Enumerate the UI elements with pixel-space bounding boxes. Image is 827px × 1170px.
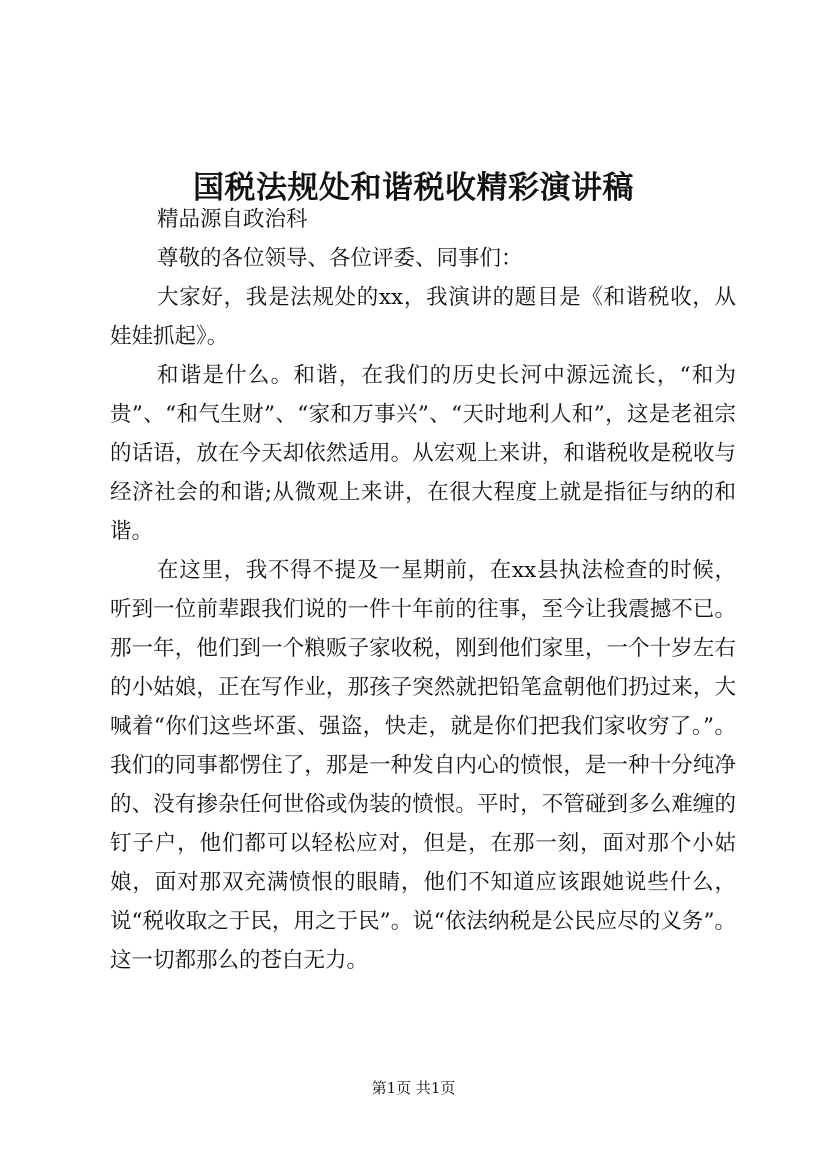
- document-title: 国税法规处和谐税收精彩演讲稿: [193, 169, 634, 206]
- paragraph-story: 在这里，我不得不提及一星期前，在xx县执法检查的时候，听到一位前辈跟我们说的一件十年前的往事，至今让我震撼不已。那一年，他们到一个粮贩子家收税，刚到他们家里，一个十岁左右的小姑娘，正在写作业，那孩子突然就把铅笔盒朝他们扔过来，大喊着“你们这些坏蛋、强盗，快走，就是你们把我们家收穷了。”。我们的同事都愣住了，那是一种发自内心的愤恨，是一种十分纯净的、没有掺杂任何世俗或伪装的愤恨。平时，不管碰到多么难缠的钉子户，他们都可以轻松应对，但是，在那一刻，面对那个小姑娘，面对那双充满愤恨的眼睛，他们不知道应该跟她说些什么，说“税收取之于民，用之于民”。说“依法纳税是公民应尽的义务”。这一切都那么的苍白无力。: [110, 558, 736, 973]
- page-number-footer: 第1页 共1页: [371, 1079, 456, 1097]
- paragraph-salutation: 尊敬的各位领导、各位评委、同事们：: [157, 246, 523, 271]
- paragraph-harmony: 和谐是什么。和谐，在我们的历史长河中源远流长，“和为贵”、“和气生财”、“家和万事兴”、“天时地利人和”，这是老祖宗的话语，放在今天却依然适用。从宏观上来讲，和谐税收是税收与经济社会的和谐;从微观上来讲，在很大程度上就是指征与纳的和谐。: [110, 363, 736, 544]
- paragraph-source: 精品源自政治科: [157, 207, 308, 232]
- paragraph-intro: 大家好，我是法规处的xx，我演讲的题目是《和谐税收，从娃娃抓起》。: [110, 285, 736, 349]
- document-body: [110, 200, 736, 980]
